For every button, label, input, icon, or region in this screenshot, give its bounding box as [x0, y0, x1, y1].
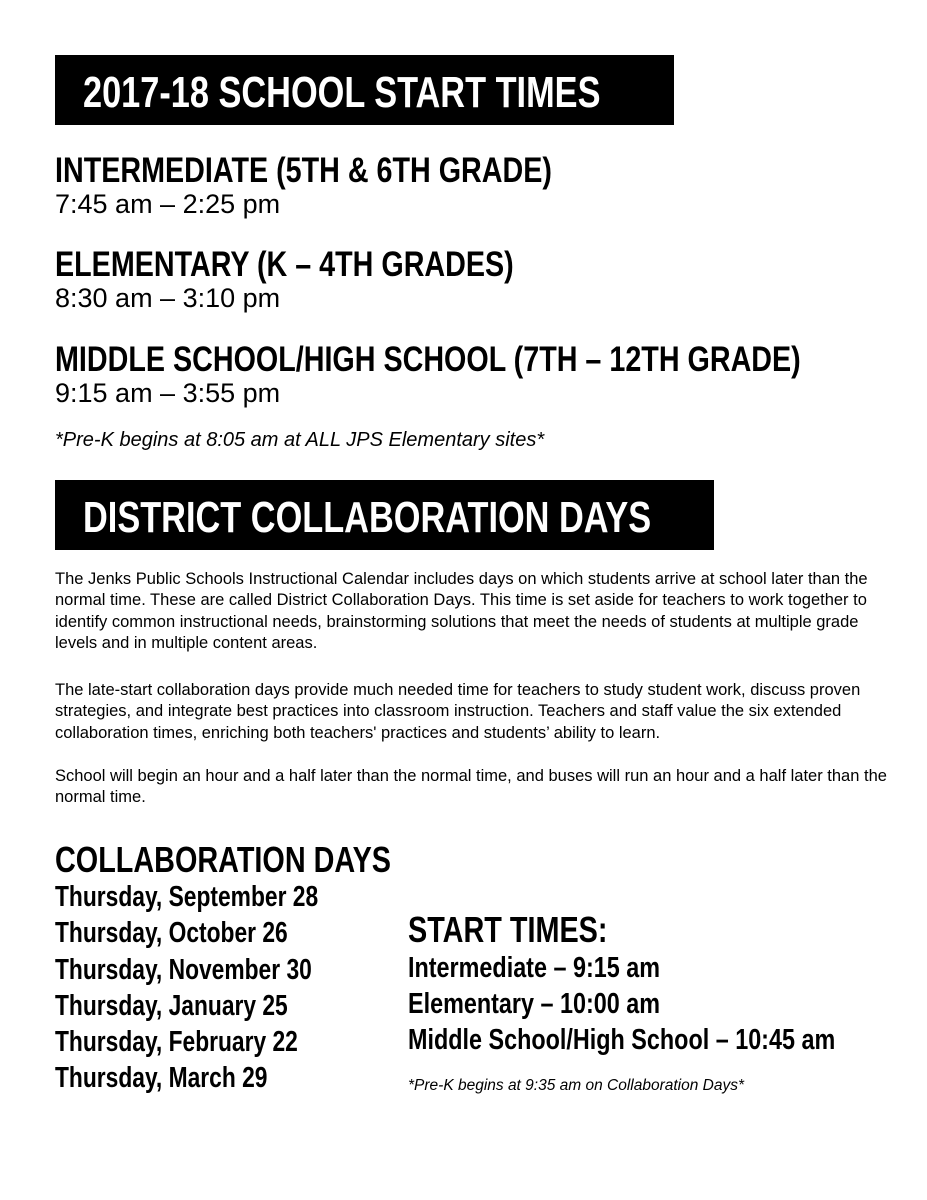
collaboration-date: Thursday, September 28: [55, 881, 319, 913]
pre-k-collaboration-note: *Pre-K begins at 9:35 am on Collaboration Days*: [408, 1077, 745, 1094]
start-times-list: [408, 952, 927, 1060]
list-item: [408, 988, 927, 1024]
list-item: [55, 1026, 384, 1062]
collaboration-date: Thursday, January 25: [55, 989, 288, 1022]
collaboration-heading: DISTRICT COLLABORATION DAYS: [83, 493, 652, 542]
start-times-title: START TIMES:: [408, 909, 608, 950]
collaboration-date: Thursday, November 30: [55, 953, 312, 986]
list-item: [408, 1024, 927, 1060]
intro-paragraph: The Jenks Public Schools Instructional Calendar includes days on which students arrive at school later than the normal time. These are called District Collaboration Days. This time is set aside for teachers to work together to identify common instructional needs, brainstorming solutions that meet the needs of students at multiple grade levels and in multiple content areas.: [55, 570, 868, 652]
list-item: [55, 954, 384, 990]
start-time-entry: Middle School/High School – 10:45 am: [408, 1024, 836, 1056]
schedule-intermediate: [55, 153, 661, 218]
pre-k-note: *Pre-K begins at 8:05 am at ALL JPS Elementary sites*: [55, 429, 545, 451]
list-item: [408, 952, 927, 988]
schedule-group-label: MIDDLE SCHOOL/HIGH SCHOOL (7TH – 12TH GRADE): [55, 340, 801, 379]
start-time-entry: Intermediate – 9:15 am: [408, 952, 660, 984]
schedule-group-label: INTERMEDIATE (5TH & 6TH GRADE): [55, 151, 552, 190]
schedule-middle-high: [55, 342, 927, 407]
start-times-banner: [55, 55, 674, 125]
collaboration-date: Thursday, October 26: [55, 917, 288, 950]
collaboration-date: Thursday, March 29: [55, 1062, 268, 1095]
purpose-paragraph: The late-start collaboration days provide much needed time for teachers to study student work, discuss proven strategies, and integrate best practices into classroom instruction. Teachers and staff value the six extended collaboration times, enriching both teachers' practices and students’ ability to learn.: [55, 681, 861, 742]
schedule-time: 8:30 am – 3:10 pm: [55, 283, 281, 313]
list-item: [55, 881, 384, 917]
collaboration-days-title: COLLABORATION DAYS: [55, 839, 392, 880]
collaboration-dates-list: [55, 881, 384, 1099]
collaboration-date: Thursday, February 22: [55, 1026, 298, 1059]
start-time-entry: Elementary – 10:00 am: [408, 988, 661, 1020]
start-times-heading: 2017-18 SCHOOL START TIMES: [83, 68, 601, 117]
list-item: [55, 990, 384, 1026]
schedule-time: 7:45 am – 2:25 pm: [55, 189, 281, 219]
schedule-time: 9:15 am – 3:55 pm: [55, 378, 281, 408]
list-item: [55, 917, 384, 953]
schedule-group-label: ELEMENTARY (K – 4TH GRADES): [55, 245, 514, 284]
list-item: [55, 1062, 384, 1098]
schedule-elementary: [55, 247, 614, 312]
schedule-paragraph: School will begin an hour and a half later than the normal time, and buses will run an hour and a half later than the normal time.: [55, 767, 887, 807]
collaboration-banner: [55, 480, 714, 550]
